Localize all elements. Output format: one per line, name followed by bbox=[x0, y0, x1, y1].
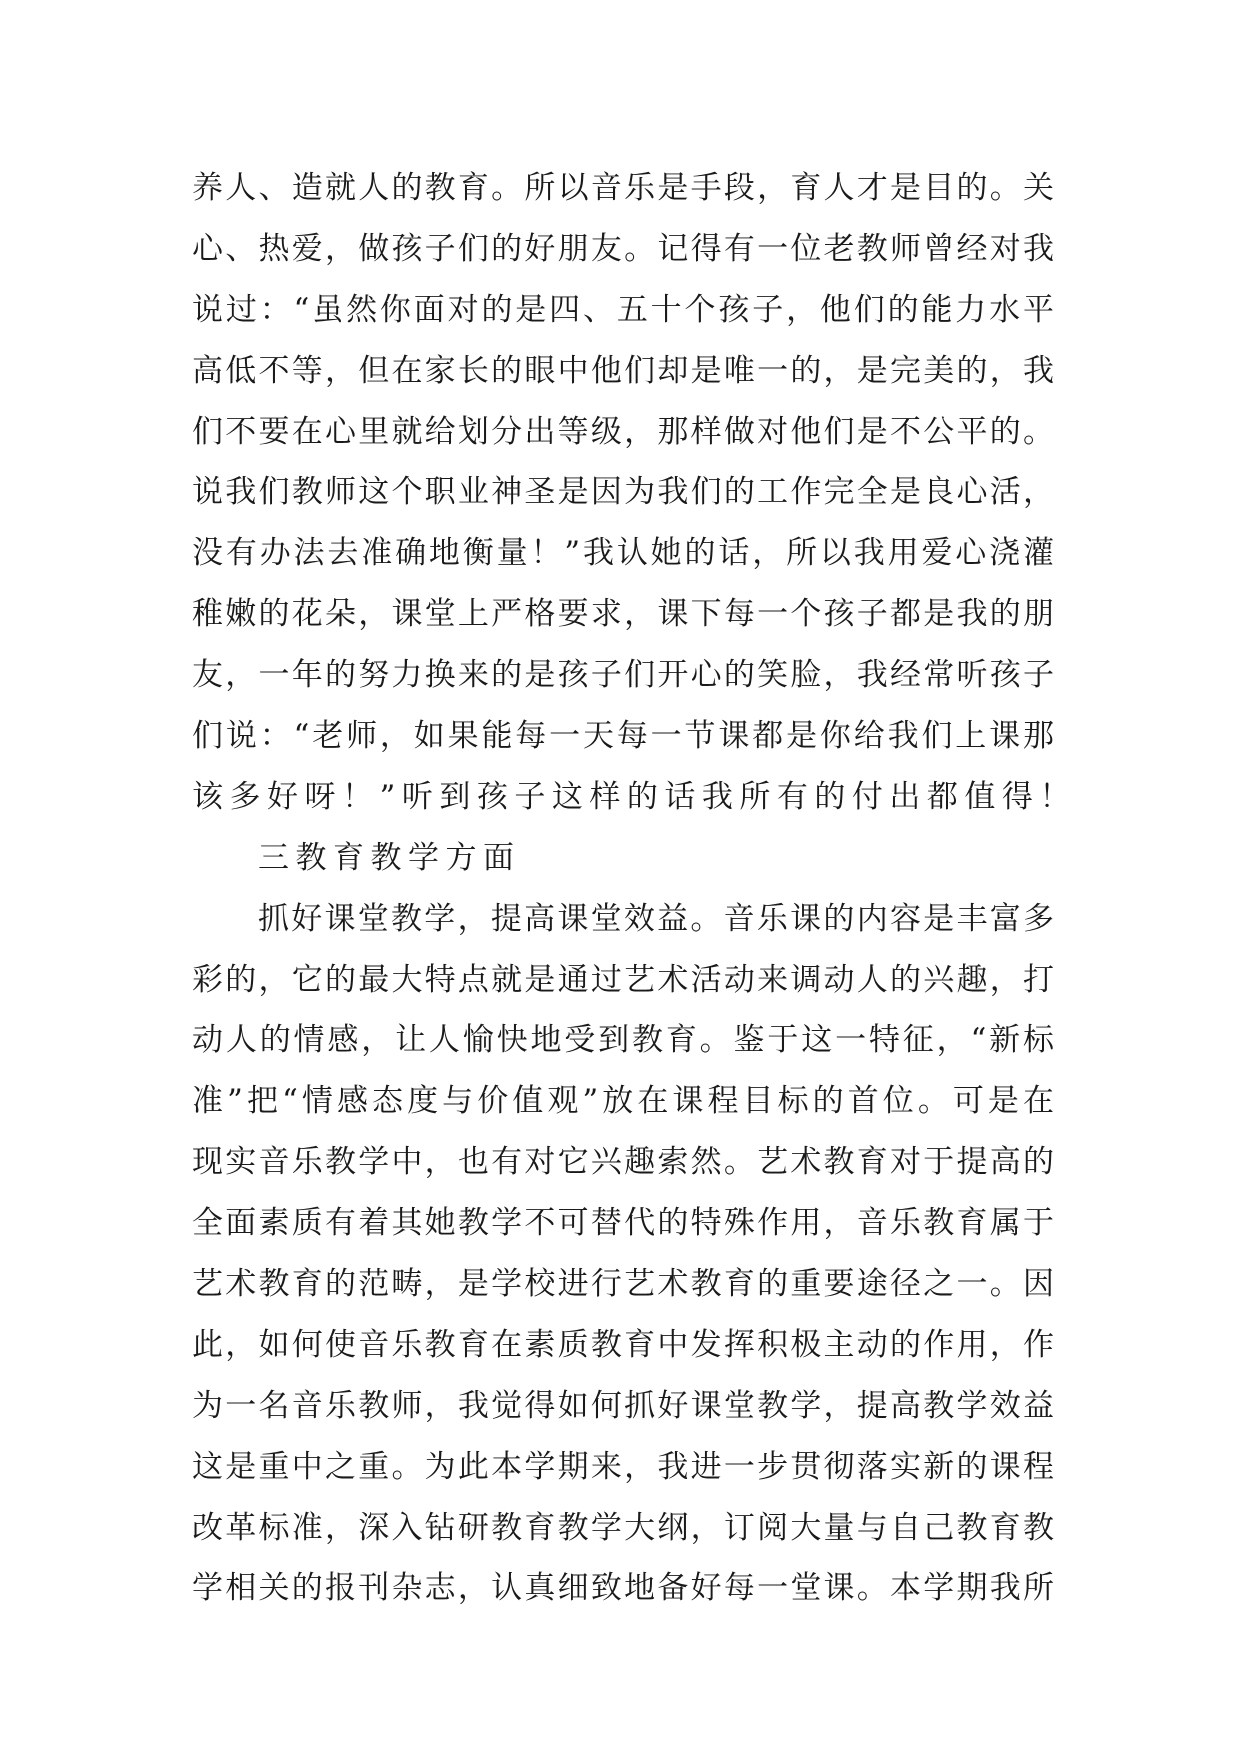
text-line: 抓好课堂教学，提高课堂效益。音乐课的内容是丰富多 bbox=[258, 900, 1054, 937]
text-line: 改革标准，深入钻研教育教学大纲，订阅大量与自己教育教 bbox=[192, 1509, 1054, 1546]
text-line: 们不要在心里就给划分出等级，那样做对他们是不公平的。 bbox=[192, 413, 1054, 450]
text-line: 该多好呀！”听到孩子这样的话我所有的付出都值得！ bbox=[192, 778, 1077, 815]
text-line: 艺术教育的范畴，是学校进行艺术教育的重要途径之一。因 bbox=[192, 1266, 1054, 1303]
text-line: 彩的，它的最大特点就是通过艺术活动来调动人的兴趣，打 bbox=[192, 961, 1054, 998]
text-line: 养人、造就人的教育。所以音乐是手段，育人才是目的。关 bbox=[192, 170, 1054, 206]
text-line: 高低不等，但在家长的眼中他们却是唯一的，是完美的，我 bbox=[192, 352, 1054, 389]
text-line: 三教育教学方面 bbox=[258, 839, 521, 876]
text-line: 准”把“情感态度与价值观”放在课程目标的首位。可是在 bbox=[192, 1083, 1054, 1120]
text-line: 现实音乐教学中，也有对它兴趣索然。艺术教育对于提高的 bbox=[192, 1144, 1054, 1181]
text-line: 们说：“老师，如果能每一天每一节课都是你给我们上课那 bbox=[192, 718, 1054, 755]
text-line: 为一名音乐教师，我觉得如何抓好课堂教学，提高教学效益 bbox=[192, 1387, 1054, 1424]
text-line: 稚嫩的花朵，课堂上严格要求，课下每一个孩子都是我的朋 bbox=[192, 596, 1054, 633]
text-line: 学相关的报刊杂志，认真细致地备好每一堂课。本学期我所 bbox=[192, 1570, 1054, 1607]
text-line: 此，如何使音乐教育在素质教育中发挥积极主动的作用，作 bbox=[192, 1326, 1054, 1363]
text-line: 动人的情感，让人愉快地受到教育。鉴于这一特征，“新标 bbox=[192, 1022, 1054, 1059]
text-line: 说我们教师这个职业神圣是因为我们的工作完全是良心活， bbox=[192, 474, 1054, 511]
text-line: 全面素质有着其她教学不可替代的特殊作用，音乐教育属于 bbox=[192, 1205, 1054, 1242]
body-text bbox=[192, 158, 1077, 1619]
text-line: 说过：“虽然你面对的是四、五十个孩子，他们的能力水平 bbox=[192, 291, 1054, 328]
text-line: 这是重中之重。为此本学期来，我进一步贯彻落实新的课程 bbox=[192, 1448, 1054, 1485]
text-line: 没有办法去准确地衡量！”我认她的话，所以我用爱心浇灌 bbox=[192, 535, 1054, 572]
text-line: 友，一年的努力换来的是孩子们开心的笑脸，我经常听孩子 bbox=[192, 657, 1054, 694]
text-line: 心、热爱，做孩子们的好朋友。记得有一位老教师曾经对我 bbox=[192, 230, 1054, 267]
